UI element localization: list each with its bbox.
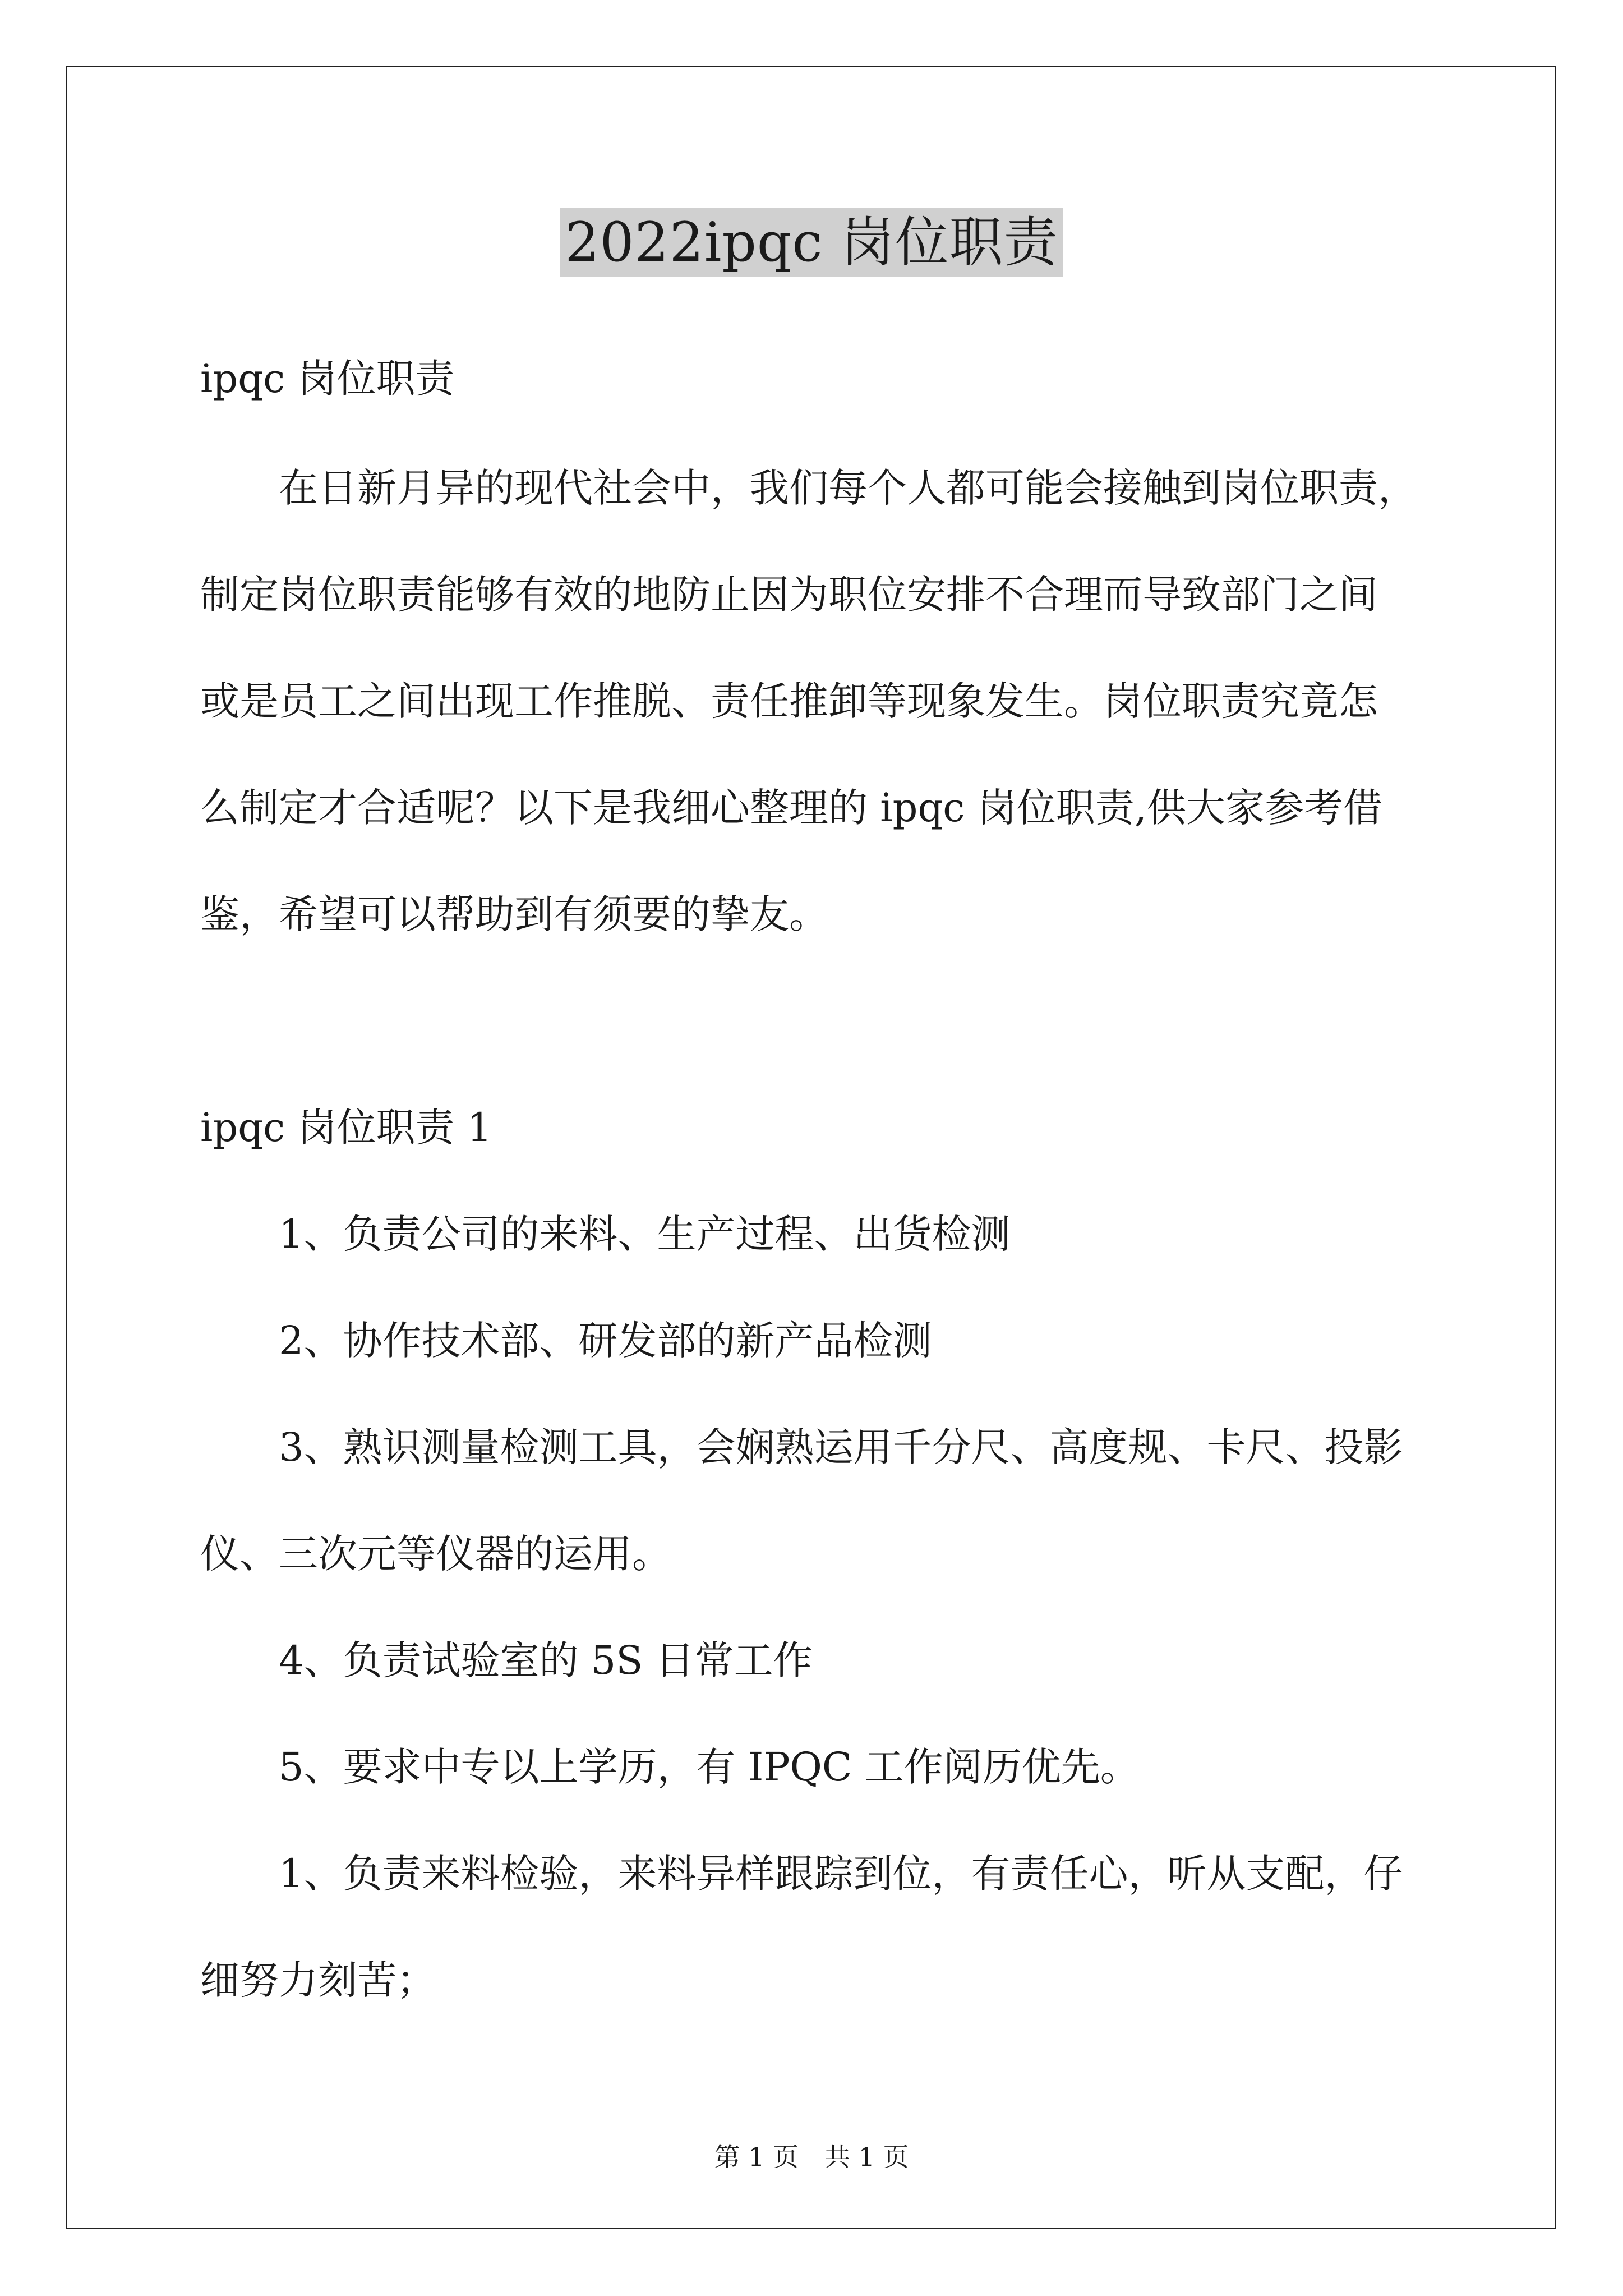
list-item: 4、负责试验室的 5S 日常工作 <box>279 1637 813 1683</box>
intro-line-3: 或是员工之间出现工作推脱、责任推卸等现象发生。岗位职责究竟怎 <box>200 678 1378 724</box>
title-container <box>0 208 1623 277</box>
section-heading: ipqc 岗位职责 <box>200 356 455 402</box>
page-footer: 第 1 页 共 1 页 <box>714 2142 909 2172</box>
list-item: 1、负责来料检验，来料异样跟踪到位，有责任心，听从支配，仔 <box>279 1851 1403 1897</box>
intro-line-5: 鉴，希望可以帮助到有须要的挚友。 <box>200 891 828 937</box>
list-item: 5、要求中专以上学历，有 IPQC 工作阅历优先。 <box>279 1744 1140 1790</box>
list-item: 1、负责公司的来料、生产过程、出货检测 <box>279 1211 1011 1257</box>
section-heading-1: ipqc 岗位职责 1 <box>200 1105 492 1151</box>
intro-line-2: 制定岗位职责能够有效的地防止因为职位安排不合理而导致部门之间 <box>200 572 1378 618</box>
list-item-continuation: 细努力刻苦； <box>200 1957 436 2003</box>
list-item: 3、熟识测量检测工具，会娴熟运用千分尺、高度规、卡尺、投影 <box>279 1424 1403 1470</box>
list-item: 2、协作技术部、研发部的新产品检测 <box>279 1318 932 1364</box>
list-item-continuation: 仪、三次元等仪器的运用。 <box>200 1531 671 1577</box>
intro-line-4: 么制定才合适呢？以下是我细心整理的 ipqc 岗位职责,供大家参考借 <box>200 785 1382 831</box>
intro-line-1: 在日新月异的现代社会中，我们每个人都可能会接触到岗位职责， <box>279 465 1417 511</box>
document-title: 2022ipqc 岗位职责 <box>560 208 1062 277</box>
